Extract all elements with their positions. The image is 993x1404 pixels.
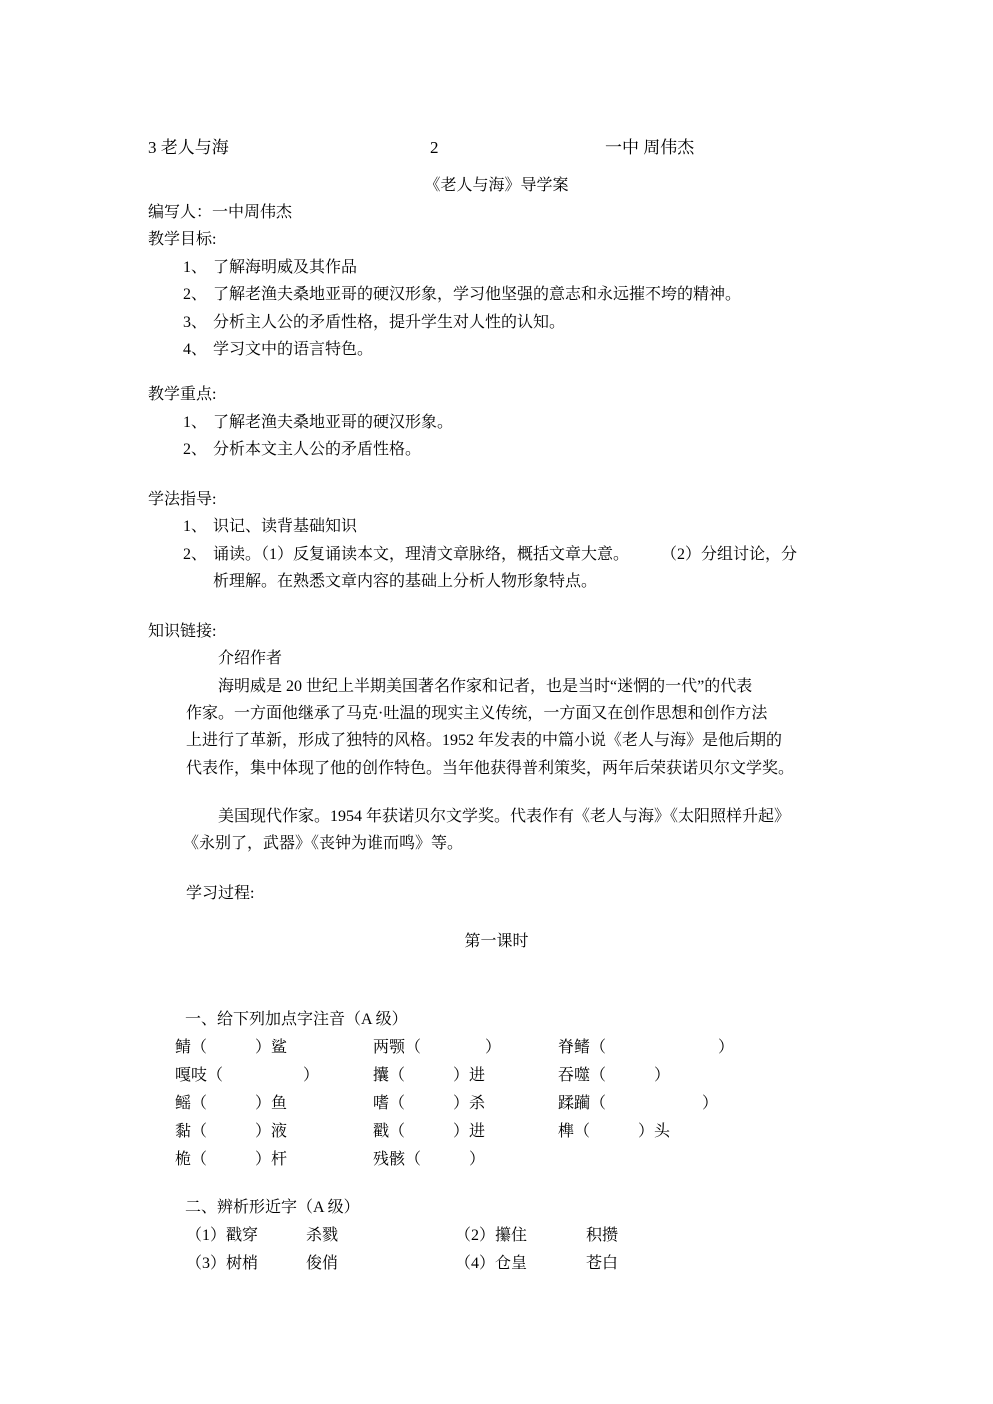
- method-item: [183, 516, 357, 537]
- pinyin-cell: 戳（ ）进: [373, 1123, 486, 1140]
- pinyin-cell: 两颚（ ）: [373, 1039, 502, 1056]
- goal-item: [183, 257, 357, 278]
- goal-item-text: 了解老渔夫桑地亚哥的硬汉形象，学习他坚强的意志和永远摧不垮的精神。: [213, 286, 742, 303]
- keypoint-item: [183, 439, 421, 460]
- keypoint-item-text: 了解老渔夫桑地亚哥的硬汉形象。: [213, 414, 454, 431]
- goal-item-number: 3、: [183, 314, 208, 331]
- doc-header-lesson: 3 老人与海: [148, 138, 229, 157]
- knowledge-paragraph-line: 美国现代作家。1954 年获诺贝尔文学奖。代表作有《老人与海》《太阳照样升起》: [218, 808, 791, 825]
- pinyin-cell: 蹂躏（ ）: [558, 1095, 719, 1112]
- pinyin-cell: 桅（ ）杆: [175, 1151, 288, 1168]
- knowledge-paragraph-line: 《永别了，武器》《丧钟为谁而鸣》等。: [183, 835, 464, 852]
- knowledge-subheading: 介绍作者: [218, 650, 283, 667]
- knowledge-paragraph-line: 上进行了革新，形成了独特的风格。1952 年发表的中篇小说《老人与海》是他后期的: [186, 732, 783, 749]
- knowledge-paragraph-line: 作家。一方面他继承了马克·吐温的现实主义传统，一方面又在创作思想和创作方法: [186, 705, 768, 722]
- section-heading-methods: 学法指导:: [148, 491, 217, 508]
- pinyin-cell: 鲭（ ）鲨: [175, 1039, 288, 1056]
- method-item-text: 识记、读背基础知识: [213, 518, 358, 535]
- keypoint-item-number: 2、: [183, 441, 208, 458]
- pinyin-cell: 残骸（ ）: [373, 1151, 486, 1168]
- goal-item-number: 1、: [183, 259, 208, 276]
- method-item-text: 诵读。（1）反复诵读本文，理清文章脉络，概括文章大意。 （2）分组讨论，分: [213, 546, 798, 563]
- pinyin-cell: 黏（ ）液: [175, 1123, 288, 1140]
- doc-header-page-number: 2: [430, 138, 439, 157]
- knowledge-paragraph-line: 海明威是 20 世纪上半期美国著名作家和记者，也是当时“迷惘的一代”的代表: [218, 678, 753, 695]
- similar-char-cell: （1）戳穿: [186, 1227, 259, 1244]
- section-heading-knowledge: 知识链接:: [148, 623, 217, 640]
- keypoint-item-number: 1、: [183, 414, 208, 431]
- exercise1-heading: 一、给下列加点字注音（A 级）: [185, 1011, 408, 1028]
- pinyin-cell: 鳐（ ）鱼: [175, 1095, 288, 1112]
- goal-item-text: 了解海明威及其作品: [213, 259, 358, 276]
- doc-title: 《老人与海》导学案: [424, 177, 569, 194]
- section-heading-process: 学习过程:: [186, 885, 255, 902]
- goal-item: [183, 284, 741, 305]
- similar-char-cell: （3）树梢: [186, 1255, 259, 1272]
- method-item: [183, 544, 797, 565]
- keypoint-item: [183, 412, 453, 433]
- goal-item-number: 4、: [183, 341, 208, 358]
- knowledge-paragraph-line: 代表作，集中体现了他的创作特色。当年他获得普利策奖，两年后荣获诺贝尔文学奖。: [186, 760, 795, 777]
- byline: 编写人：一中周伟杰: [148, 204, 293, 221]
- goal-item-text: 学习文中的语言特色。: [213, 341, 374, 358]
- pinyin-cell: 榫（ ）头: [558, 1123, 671, 1140]
- pinyin-cell: 吞噬（ ）: [558, 1067, 671, 1084]
- section-heading-keypoints: 教学重点:: [148, 386, 217, 403]
- similar-char-cell: （4）仓皇: [455, 1255, 528, 1272]
- similar-char-cell: 俊俏: [306, 1255, 339, 1272]
- goal-item: [183, 339, 373, 360]
- similar-char-cell: 积攒: [586, 1227, 619, 1244]
- method-item-number: 1、: [183, 518, 208, 535]
- pinyin-cell: 攮（ ）进: [373, 1067, 486, 1084]
- goal-item: [183, 312, 565, 333]
- similar-char-cell: 苍白: [586, 1255, 619, 1272]
- method-item-continuation: 析理解。在熟悉文章内容的基础上分析人物形象特点。: [213, 573, 598, 590]
- pinyin-cell: 嘎吱（ ）: [175, 1067, 320, 1084]
- similar-char-cell: 杀戮: [306, 1227, 339, 1244]
- goal-item-number: 2、: [183, 286, 208, 303]
- pinyin-cell: 脊鳍（ ）: [558, 1039, 735, 1056]
- lesson1-heading: 第一课时: [464, 933, 529, 950]
- method-item-number: 2、: [183, 546, 208, 563]
- doc-header-author: 一中 周伟杰: [605, 138, 695, 157]
- pinyin-cell: 嗜（ ）杀: [373, 1095, 486, 1112]
- section-heading-goals: 教学目标:: [148, 231, 217, 248]
- exercise2-heading: 二、辨析形近字（A 级）: [185, 1199, 360, 1216]
- similar-char-cell: （2）攥住: [455, 1227, 528, 1244]
- keypoint-item-text: 分析本文主人公的矛盾性格。: [213, 441, 422, 458]
- goal-item-text: 分析主人公的矛盾性格，提升学生对人性的认知。: [213, 314, 566, 331]
